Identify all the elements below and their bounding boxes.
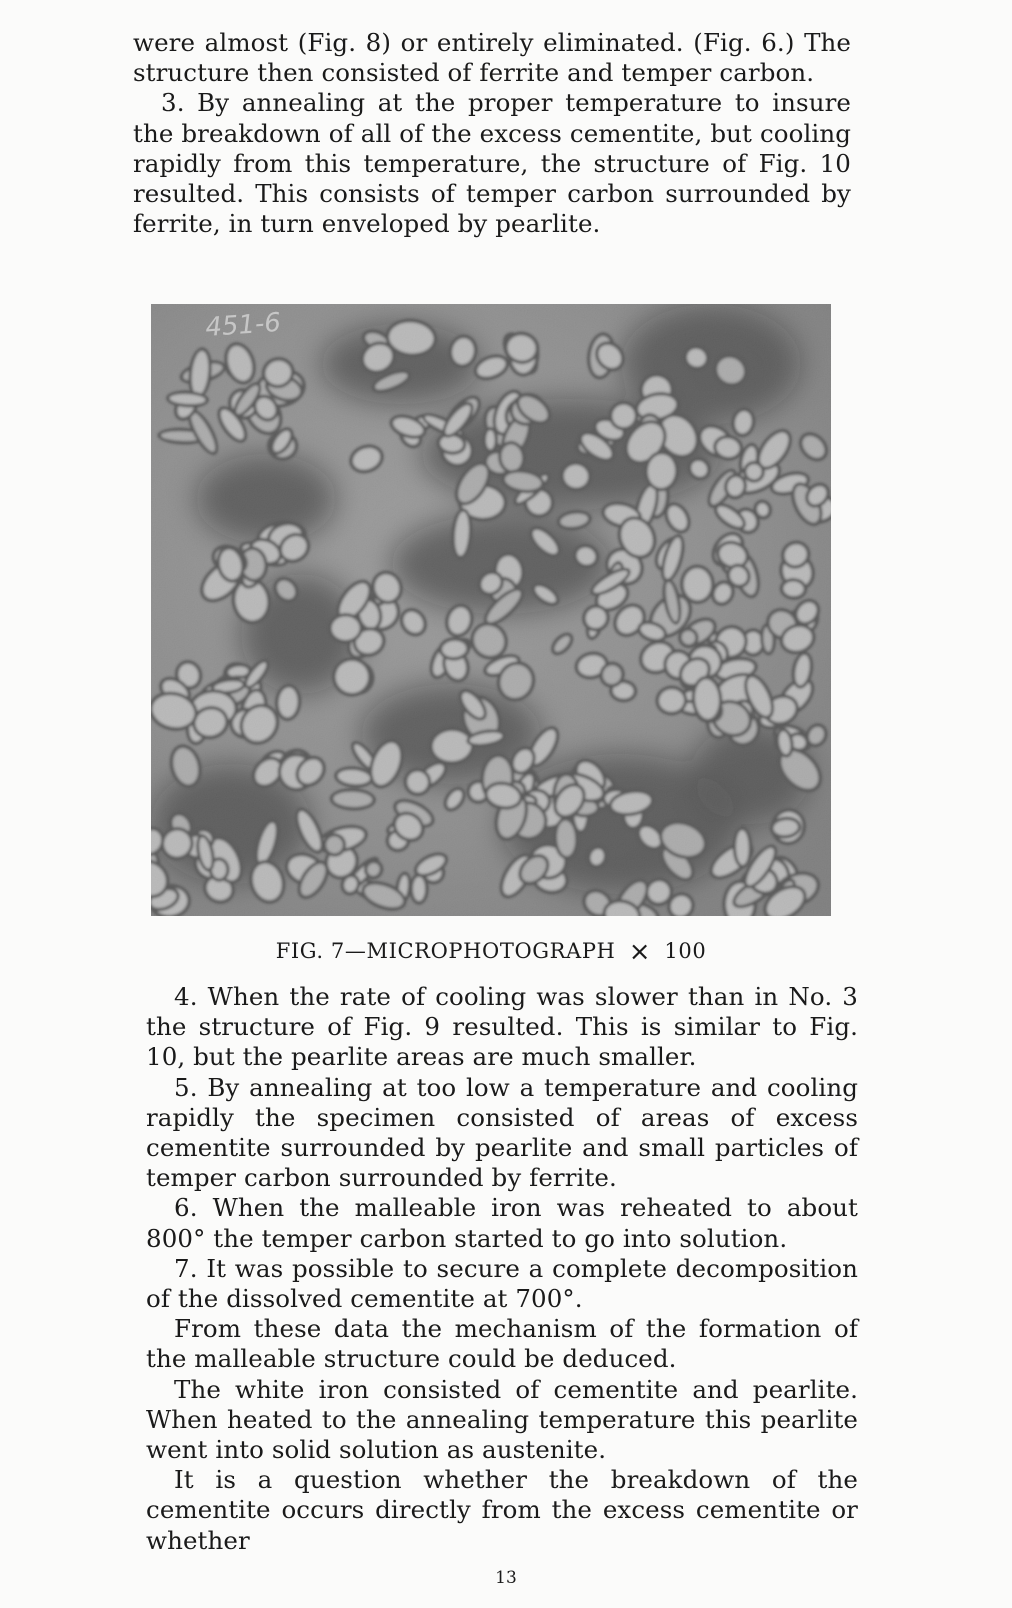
paragraph-item-7: 7. It was possible to secure a complete decomposition of the dissolved cementite at 700°. [146,1253,858,1314]
paragraph-item-3: 3. By annealing at the proper temperature to insure the breakdown of all of the excess cementite, but cooling rapidly from this temperature, the structure of Fig. 10 resulted. This consists of temper carbon surrounded by ferrite, in turn enveloped by pearlite. [133,88,851,239]
paragraph-deduction: From these data the mechanism of the formation of the malleable structure could be deduced. [146,1314,858,1374]
paragraph-continuation: were almost (Fig. 8) or entirely eliminated. (Fig. 6.) The structure then consisted of ferrite and temper carbon. [133,28,851,88]
microphotograph-image [151,304,831,916]
top-text-block [133,28,851,239]
paragraph-item-4: 4. When the rate of cooling was slower than in No. 3 the structure of Fig. 9 resulted. This is similar to Fig. 10, but the pearlite areas are much smaller. [146,982,858,1072]
paragraph-question: It is a question whether the breakdown of the cementite occurs directly from the excess cementite or whether [146,1465,858,1555]
handwritten-specimen-label: 451-6 [204,307,282,343]
bottom-text-block [146,982,858,1556]
caption-magnification: 100 [664,939,707,963]
paragraph-item-6: 6. When the malleable iron was reheated to about 800° the temper carbon started to go into solution. [146,1193,858,1253]
caption-text: FIG. 7—MICROPHOTOGRAPH [275,939,616,963]
paragraph-item-5: 5. By annealing at too low a temperature and cooling rapidly the specimen consisted of areas of excess cementite surrounded by pearlite and small particles of temper carbon surrounded by ferrite. [146,1072,858,1193]
page-number: 13 [495,1568,517,1588]
figure-caption [151,935,831,965]
multiply-symbol: × [628,937,652,967]
microphotograph-figure [151,304,831,916]
paragraph-white-iron: The white iron consisted of cementite and pearlite. When heated to the annealing temperature this pearlite went into solid solution as austenite. [146,1374,858,1465]
